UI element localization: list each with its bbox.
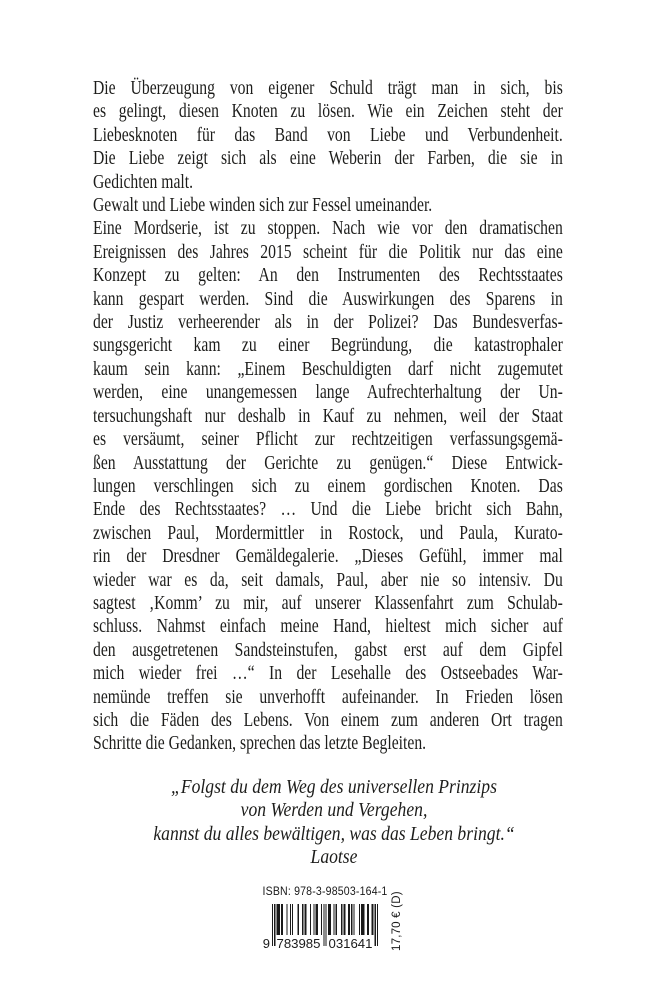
blurb-line: sagtest ‚Komm’ zu mir, auf unserer Klassenfahrt zum Schulab- [93, 591, 563, 614]
blurb-line: werden, eine unangemessen lange Aufrechterhaltung der Un- [93, 381, 563, 404]
blurb-line: kaum sein kann: „Einem Beschuldigten darf nicht zugemutet [93, 357, 563, 380]
blurb-line: Eine Mordserie, ist zu stoppen. Nach wie vor den dramatischen [93, 217, 563, 240]
blurb-line: Schritte die Gedanken, sprechen das letzte Begleiten. [93, 732, 427, 755]
ean13-barcode [258, 904, 380, 950]
blurb-line: sungsgericht kam zu einer Begründung, die katastrophaler [93, 334, 563, 357]
quote-line: „Folgst du dem Weg des universellen Prinzips [171, 776, 497, 798]
blurb-line: lungen verschlingen sich zu einem gordischen Knoten. Das [93, 474, 563, 497]
barcode-digits: 783985 [276, 936, 321, 950]
blurb-line: es gelingt, diesen Knoten zu lösen. Wie ein Zeichen steht der [93, 100, 563, 123]
blurb-line: Gewalt und Liebe winden sich zur Fessel umeinander. [93, 194, 433, 217]
blurb [93, 77, 563, 756]
blurb-line: der Justiz verheerender als in der Polizei? Das Bundesverfas- [93, 311, 563, 334]
blurb-line: ßen Ausstattung der Gerichte zu genügen.“ Diese Entwick- [93, 451, 563, 474]
blurb-line: rin der Dresdner Gemäldegalerie. „Dieses Gefühl, immer mal [93, 545, 563, 568]
quote-lines [44, 776, 623, 846]
blurb-line: Gedichten malt. [93, 170, 194, 193]
blurb-line: sich die Fäden des Lebens. Von einem zum anderen Ort tragen [93, 708, 563, 731]
quote-attribution: Laotse [310, 845, 358, 868]
blurb-line: Ereignissen des Jahres 2015 scheint für die Politik nur das eine [93, 240, 563, 263]
blurb-line: mich wieder frei …“ In der Lesehalle des Ostseebades War- [93, 662, 563, 685]
quote-line: von Werden und Vergehen, [240, 799, 428, 822]
blurb-line: kann gespart werden. Sind die Auswirkungen des Sparens in [93, 287, 563, 310]
isbn-label: ISBN: 978-3-98503-164-1 [262, 884, 388, 898]
price-label: 17,70 € (D) [391, 891, 403, 951]
barcode-digits: 9 [262, 936, 270, 950]
blurb-line: zwischen Paul, Mordermittler in Rostock, und Paula, Kurato- [93, 521, 563, 544]
quote-block [44, 776, 623, 869]
blurb-line: nemünde treffen sie unverhofft aufeinander. In Frieden lösen [93, 685, 563, 708]
isbn-block [254, 884, 396, 950]
barcode-digits: 031641 [328, 936, 373, 950]
quote-line: kannst du alles bewältigen, was das Leben bringt.“ [153, 822, 515, 845]
blurb-line: wieder war es da, seit damals, Paul, aber nie so intensiv. Du [93, 568, 563, 591]
blurb-line: schluss. Nahmst einfach meine Hand, hieltest mich sicher auf [93, 615, 563, 638]
blurb-line: tersuchungshaft nur deshalb in Kauf zu nehmen, weil der Staat [93, 404, 563, 427]
blurb-line: Ende des Rechtsstaates? … Und die Liebe bricht sich Bahn, [93, 498, 563, 521]
blurb-line: Die Überzeugung von eigener Schuld trägt man in sich, bis [93, 77, 563, 99]
blurb-line: Die Liebe zeigt sich als eine Weberin der Farben, die sie in [93, 147, 563, 170]
blurb-line: Konzept zu gelten: An den Instrumenten des Rechtsstaates [93, 264, 563, 287]
blurb-line: den ausgetretenen Sandsteinstufen, gabst erst auf dem Gipfel [93, 638, 563, 661]
blurb-line: Liebesknoten für das Band von Liebe und Verbundenheit. [93, 123, 563, 146]
blurb-line: es versäumt, seiner Pflicht zur rechtzeitigen verfassungsgemä- [93, 428, 563, 451]
